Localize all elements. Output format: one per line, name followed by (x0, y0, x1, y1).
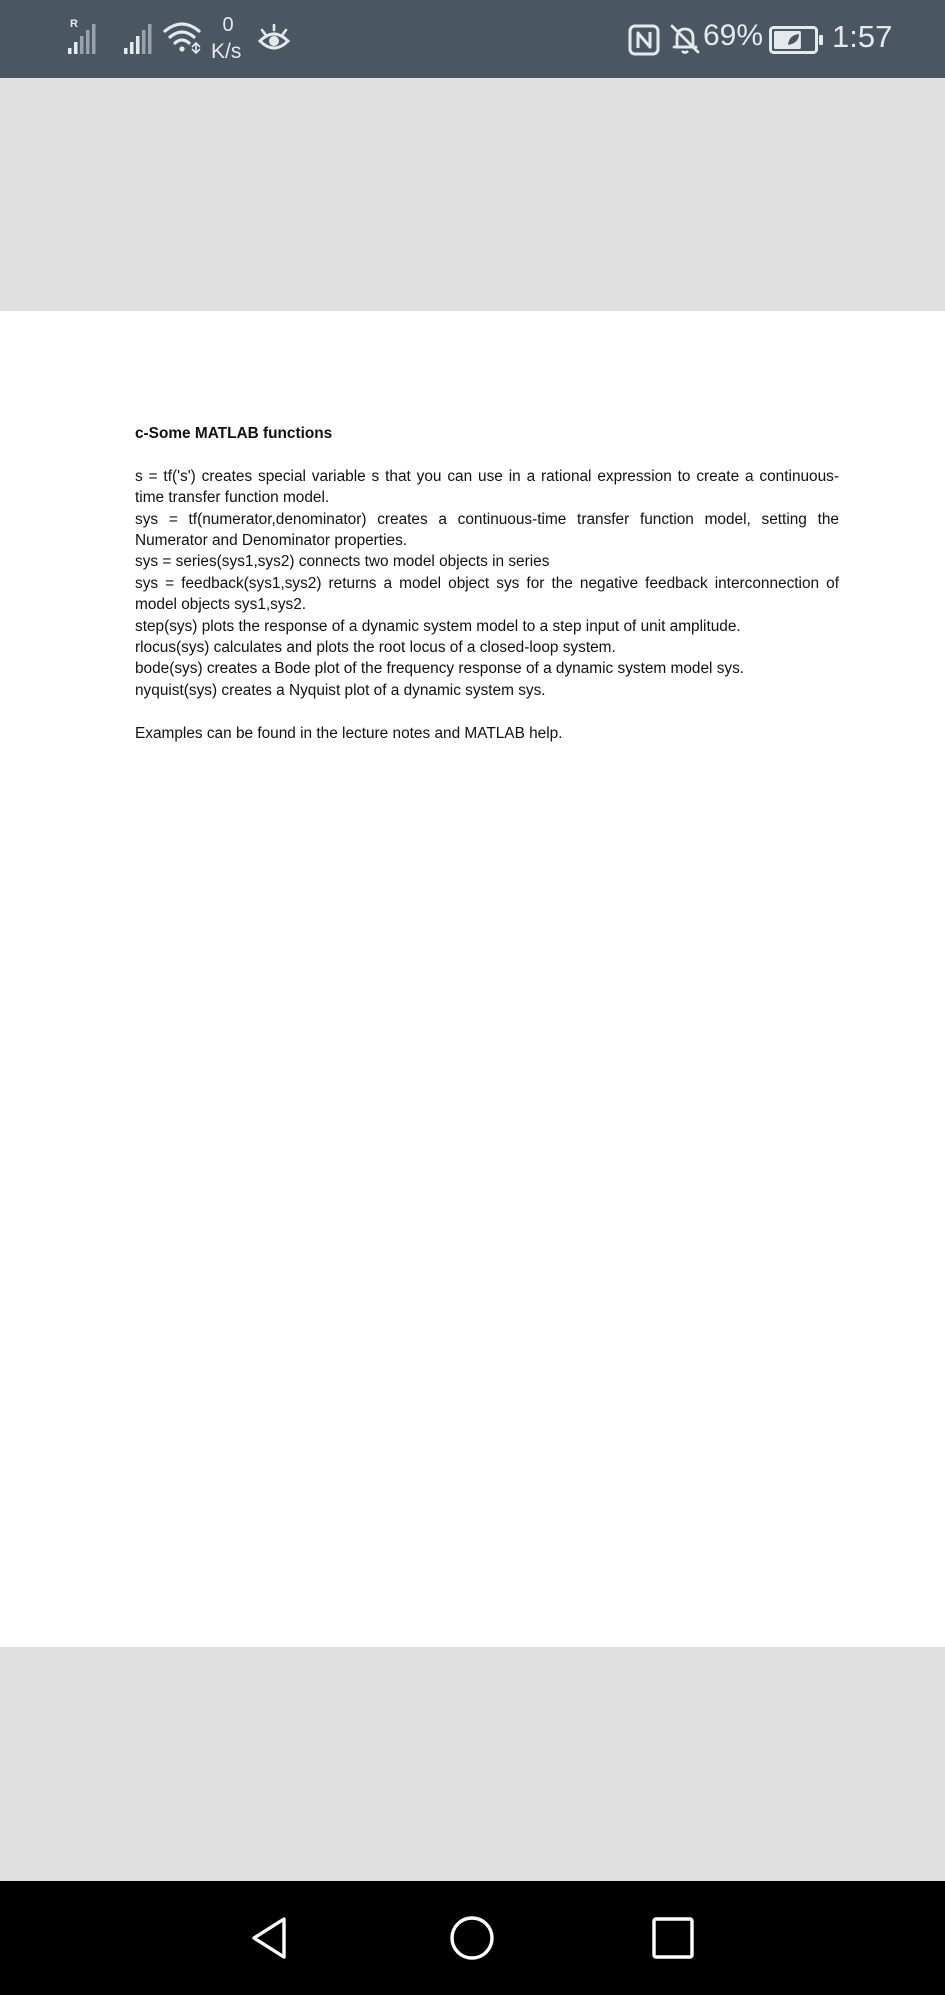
nfc-icon (628, 24, 660, 56)
back-button[interactable] (232, 1900, 308, 1976)
paragraph-rlocus: rlocus(sys) calculates and plots the root locus of a closed-loop system. (135, 639, 616, 657)
sim2-signal-icon (122, 22, 156, 56)
paragraph-bode: bode(sys) creates a Bode plot of the frequency response of a dynamic system model sys. (135, 660, 745, 678)
footer-note: Examples can be found in the lecture notes and MATLAB help. (135, 724, 563, 742)
document-viewer[interactable] (0, 78, 945, 1881)
back-triangle-icon (246, 1914, 294, 1962)
paragraph-step: step(sys) plots the response of a dynamic system model to a step input of unit amplitude. (135, 617, 741, 635)
paragraph-feedback: sys = feedback(sys1,sys2) returns a model object sys for the negative feedback interconnection of model objects sys1,sys2. (135, 574, 839, 614)
document-page (0, 311, 945, 1647)
eye-comfort-icon (256, 22, 292, 56)
paragraph-nyquist: nyquist(sys) creates a Nyquist plot of a dynamic system sys. (135, 681, 546, 699)
battery-icon (769, 26, 825, 54)
section-heading: c-Some MATLAB functions (135, 425, 333, 442)
paragraph-spacer (135, 701, 839, 722)
notifications-muted-icon (668, 22, 702, 56)
network-speed-value: 0 (222, 14, 234, 36)
paragraph-series: sys = series(sys1,sys2) connects two model objects in series (135, 553, 550, 571)
status-bar (0, 0, 945, 78)
paragraph-tf-numden: sys = tf(numerator,denominator) creates a continuous-time transfer function model, setting the Numerator and Denominator properties. (135, 510, 839, 550)
navigation-bar (0, 1881, 945, 1995)
wifi-icon (162, 20, 204, 56)
network-speed-unit: K/s (211, 40, 242, 63)
document-content (135, 423, 839, 744)
clock-time: 1:57 (832, 19, 893, 54)
sim1-roaming-label: R (70, 18, 78, 30)
battery-percent: 69% (703, 19, 764, 52)
home-circle-icon (448, 1914, 496, 1962)
recents-square-icon (651, 1916, 695, 1960)
home-button[interactable] (434, 1900, 510, 1976)
recents-button[interactable] (635, 1900, 711, 1976)
paragraph-tf: s = tf('s') creates special variable s that you can use in a rational expression to create a continuous-time transfer function model. (135, 467, 839, 507)
